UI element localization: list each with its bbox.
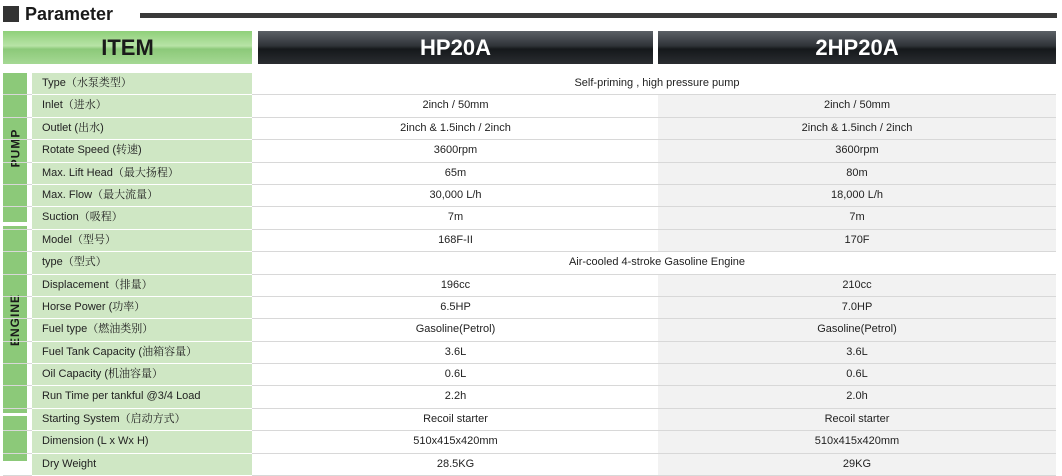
table-row bbox=[3, 386, 1056, 408]
table-row bbox=[3, 185, 1056, 207]
row-value-model-1: 0.6L bbox=[258, 364, 653, 385]
row-value-model-2: 2.0h bbox=[658, 386, 1056, 407]
table-row bbox=[3, 364, 1056, 386]
row-value-model-2: 170F bbox=[658, 230, 1056, 251]
row-value-model-1: 2.2h bbox=[258, 386, 653, 407]
table-row bbox=[3, 319, 1056, 341]
spec-table bbox=[3, 73, 1056, 476]
row-value-model-1: 2inch / 50mm bbox=[258, 95, 653, 116]
row-label: Dry Weight bbox=[32, 454, 252, 476]
row-value-model-2: Recoil starter bbox=[658, 409, 1056, 430]
row-value-model-2: 29KG bbox=[658, 454, 1056, 475]
row-label: Model（型号） bbox=[32, 230, 252, 252]
row-label: Max. Lift Head（最大扬程） bbox=[32, 163, 252, 185]
row-value-model-2: 18,000 L/h bbox=[658, 185, 1056, 206]
table-row bbox=[3, 140, 1056, 162]
row-value-model-2: 210cc bbox=[658, 275, 1056, 296]
row-label: Displacement（排量） bbox=[32, 275, 252, 297]
row-label: type（型式） bbox=[32, 252, 252, 274]
header-model-2: 2HP20A bbox=[658, 31, 1056, 64]
table-row bbox=[3, 207, 1056, 229]
title-square-icon bbox=[3, 6, 19, 22]
row-value-model-1: 2inch & 1.5inch / 2inch bbox=[258, 118, 653, 139]
row-value-model-1: Gasoline(Petrol) bbox=[258, 319, 653, 340]
table-row bbox=[3, 230, 1056, 252]
table-row bbox=[3, 431, 1056, 453]
row-value-model-1: 196cc bbox=[258, 275, 653, 296]
table-row bbox=[3, 73, 1056, 95]
row-value-model-2: 0.6L bbox=[658, 364, 1056, 385]
row-value-model-1: 3.6L bbox=[258, 342, 653, 363]
row-value-model-2: 7.0HP bbox=[658, 297, 1056, 318]
row-value-model-2: 3600rpm bbox=[658, 140, 1056, 161]
table-row bbox=[3, 342, 1056, 364]
row-label: Fuel Tank Capacity (油箱容量） bbox=[32, 342, 252, 364]
row-value-model-1: 28.5KG bbox=[258, 454, 653, 475]
row-label: Type（水泵类型） bbox=[32, 73, 252, 95]
row-value-model-2: 3.6L bbox=[658, 342, 1056, 363]
title-bar bbox=[3, 3, 1057, 25]
table-row bbox=[3, 252, 1056, 274]
row-value-model-2: 80m bbox=[658, 163, 1056, 184]
row-value-span: Air-cooled 4-stroke Gasoline Engine bbox=[258, 252, 1056, 273]
row-value-model-2: 7m bbox=[658, 207, 1056, 228]
title-divider bbox=[140, 13, 1057, 18]
table-row bbox=[3, 95, 1056, 117]
header-model-1: HP20A bbox=[258, 31, 653, 64]
row-label: Max. Flow（最大流量） bbox=[32, 185, 252, 207]
row-label: Inlet（进水） bbox=[32, 95, 252, 117]
table-row bbox=[3, 163, 1056, 185]
row-value-model-1: 510x415x420mm bbox=[258, 431, 653, 452]
table-row bbox=[3, 118, 1056, 140]
row-label: Dimension (L x Wx H) bbox=[32, 431, 252, 453]
row-label: Rotate Speed (转速) bbox=[32, 140, 252, 162]
row-value-model-2: 2inch / 50mm bbox=[658, 95, 1056, 116]
row-value-span: Self-priming , high pressure pump bbox=[258, 73, 1056, 94]
table-row bbox=[3, 297, 1056, 319]
row-label: Oil Capacity (机油容量） bbox=[32, 364, 252, 386]
row-label: Starting System（启动方式） bbox=[32, 409, 252, 431]
row-value-model-1: 65m bbox=[258, 163, 653, 184]
row-value-model-2: 2inch & 1.5inch / 2inch bbox=[658, 118, 1056, 139]
row-value-model-1: 168F-II bbox=[258, 230, 653, 251]
row-value-model-2: 510x415x420mm bbox=[658, 431, 1056, 452]
row-label: Run Time per tankful @3/4 Load bbox=[32, 386, 252, 408]
row-value-model-1: 30,000 L/h bbox=[258, 185, 653, 206]
header-item: ITEM bbox=[3, 31, 252, 64]
row-value-model-2: Gasoline(Petrol) bbox=[658, 319, 1056, 340]
row-label: Fuel type（燃油类别） bbox=[32, 319, 252, 341]
row-value-model-1: 7m bbox=[258, 207, 653, 228]
row-value-model-1: 3600rpm bbox=[258, 140, 653, 161]
page-title: Parameter bbox=[25, 4, 114, 24]
table-row bbox=[3, 409, 1056, 431]
row-value-model-1: 6.5HP bbox=[258, 297, 653, 318]
row-label: Horse Power (功率） bbox=[32, 297, 252, 319]
group-engine-label: ENGINE bbox=[8, 293, 23, 346]
row-label: Suction（吸程） bbox=[32, 207, 252, 229]
table-row bbox=[3, 275, 1056, 297]
row-label: Outlet (出水) bbox=[32, 118, 252, 140]
group-pump-label: PUMP bbox=[8, 128, 23, 167]
row-value-model-1: Recoil starter bbox=[258, 409, 653, 430]
